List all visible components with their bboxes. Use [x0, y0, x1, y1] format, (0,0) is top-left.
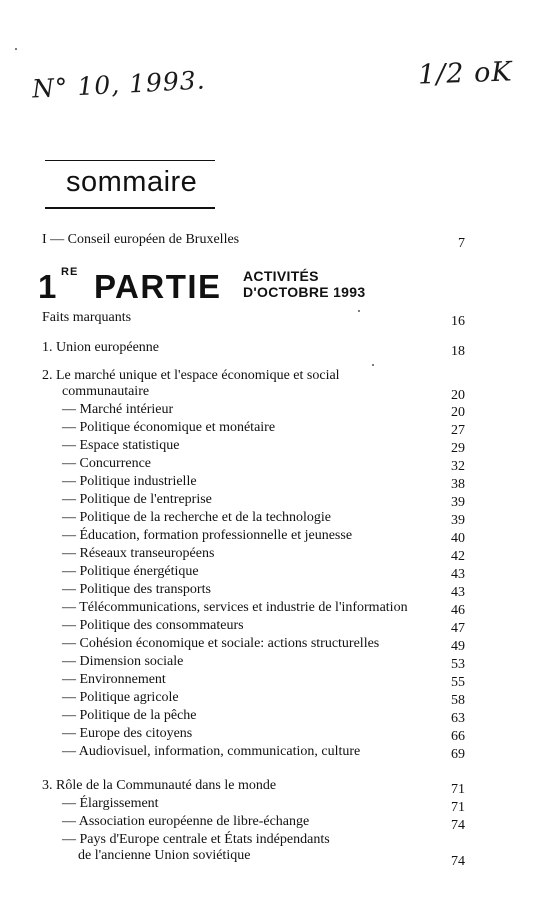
toc-subentry: — Cohésion économique et sociale: actions structurelles: [62, 636, 380, 651]
part-number-suffix: RE: [61, 266, 79, 278]
title-top-rule: [45, 160, 215, 161]
toc-subentry-page: 66: [451, 729, 465, 744]
toc-subentry: — Éducation, formation professionnelle et jeunesse: [62, 528, 353, 543]
toc-subentry-page: 42: [451, 549, 465, 564]
toc-section-3: 3. Rôle de la Communauté dans le monde: [42, 778, 277, 793]
toc-subentry-page: 27: [451, 423, 465, 438]
toc-section-1: 1. Union européenne: [42, 340, 160, 355]
scan-speck: [15, 48, 17, 50]
toc-entry-conseil: I — Conseil européen de Bruxelles: [42, 232, 240, 247]
toc-subentry-page: 49: [451, 639, 465, 654]
toc-page-faits-marquants: 16: [451, 314, 465, 329]
toc-subentry: — Politique agricole: [62, 690, 179, 705]
toc-page-conseil: 7: [458, 236, 465, 251]
toc-subentry-page: 55: [451, 675, 465, 690]
toc-subentry: — Association européenne de libre-échange: [62, 814, 310, 829]
toc-subentry: — Pays d'Europe centrale et États indépendants: [62, 832, 330, 847]
part-subtitle-line1: ACTIVITÉS: [243, 268, 319, 284]
toc-subentry: — Politique industrielle: [62, 474, 197, 489]
toc-subentry: — Politique des transports: [62, 582, 211, 597]
toc-subentry: — Politique de la pêche: [62, 708, 197, 723]
toc-subentry: — Élargissement: [62, 796, 159, 811]
toc-page-section-2: 20: [451, 388, 465, 403]
toc-subentry-page: 58: [451, 693, 465, 708]
toc-subentry: — Politique des consommateurs: [62, 618, 244, 633]
toc-subentry-continued: de l'ancienne Union soviétique: [78, 848, 251, 863]
toc-subentry-page: 53: [451, 657, 465, 672]
toc-subentry: — Politique énergétique: [62, 564, 199, 579]
handwritten-note: 1/2 oK: [417, 56, 513, 91]
page-title: sommaire: [66, 166, 198, 198]
toc-section-2: 2. Le marché unique et l'espace économique et social: [42, 368, 340, 383]
toc-section-2-continued: communautaire: [62, 384, 150, 399]
toc-subentry: — Audiovisuel, information, communication, culture: [62, 744, 361, 759]
toc-subentry-page: 29: [451, 441, 465, 456]
toc-subentry-page: 32: [451, 459, 465, 474]
toc-subentry-page: 43: [451, 567, 465, 582]
toc-subentry: — Politique de l'entreprise: [62, 492, 212, 507]
toc-subentry-page: 43: [451, 585, 465, 600]
toc-subentry-page: 39: [451, 513, 465, 528]
toc-subentry-page: 39: [451, 495, 465, 510]
toc-subentry: — Dimension sociale: [62, 654, 184, 669]
toc-subentry-page: 74: [451, 854, 465, 869]
toc-subentry-page: 74: [451, 818, 465, 833]
toc-subentry: — Europe des citoyens: [62, 726, 193, 741]
toc-subentry: — Marché intérieur: [62, 402, 174, 417]
toc-subentry-page: 69: [451, 747, 465, 762]
toc-subentry-page: 46: [451, 603, 465, 618]
part-number: 1: [38, 268, 57, 305]
toc-subentry-page: 47: [451, 621, 465, 636]
toc-page-section-1: 18: [451, 344, 465, 359]
part-heading: PARTIE: [94, 268, 222, 305]
toc-subentry: — Télécommunications, services et industrie de l'information: [62, 600, 408, 615]
toc-subentry-page: 40: [451, 531, 465, 546]
handwritten-issue-number: N° 10, 1993.: [31, 65, 207, 104]
toc-subentry-page: 63: [451, 711, 465, 726]
scan-speck: [358, 310, 360, 312]
part-subtitle-line2: D'OCTOBRE 1993: [243, 284, 366, 300]
toc-page-section-3: 71: [451, 782, 465, 797]
title-underline: [45, 207, 215, 209]
toc-subentry: — Concurrence: [62, 456, 152, 471]
toc-subentry: — Réseaux transeuropéens: [62, 546, 215, 561]
toc-subentry: — Environnement: [62, 672, 166, 687]
toc-subentry: — Espace statistique: [62, 438, 180, 453]
toc-subentry: — Politique économique et monétaire: [62, 420, 276, 435]
toc-subentry-page: 71: [451, 800, 465, 815]
toc-entry-faits-marquants: Faits marquants: [42, 310, 132, 325]
toc-subentry-page: 20: [451, 405, 465, 420]
toc-subentry-page: 38: [451, 477, 465, 492]
toc-subentry: — Politique de la recherche et de la technologie: [62, 510, 332, 525]
scan-speck: [372, 364, 374, 366]
